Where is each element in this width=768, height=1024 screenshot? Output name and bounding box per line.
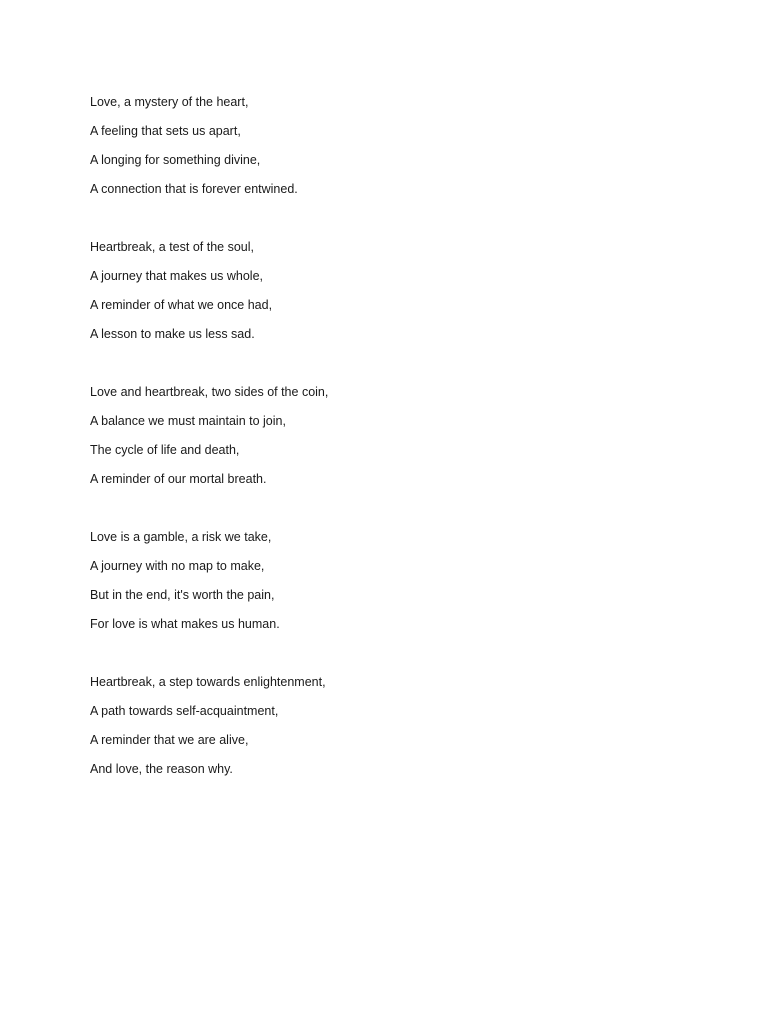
poem-line: Heartbreak, a test of the soul, (90, 240, 254, 254)
poem-line: A reminder that we are alive, (90, 733, 249, 747)
poem-line: A lesson to make us less sad. (90, 327, 255, 341)
stanza-5 (90, 668, 690, 784)
poem-line: But in the end, it's worth the pain, (90, 588, 275, 602)
stanza-1 (90, 88, 690, 204)
poem-line: A path towards self-acquaintment, (90, 704, 279, 718)
poem-line: A journey that makes us whole, (90, 269, 264, 283)
stanza-4 (90, 523, 690, 639)
poem-line: Love is a gamble, a risk we take, (90, 530, 272, 544)
poem-line: A connection that is forever entwined. (90, 182, 298, 196)
stanza-2 (90, 233, 690, 349)
poem-line: For love is what makes us human. (90, 617, 280, 631)
poem-line: And love, the reason why. (90, 762, 233, 776)
poem-line: Love and heartbreak, two sides of the coin, (90, 385, 329, 399)
poem-line: A feeling that sets us apart, (90, 124, 241, 138)
poem-line: A reminder of what we once had, (90, 298, 273, 312)
poem-line: Heartbreak, a step towards enlightenment, (90, 675, 326, 689)
stanza-3 (90, 378, 690, 494)
poem-line: A reminder of our mortal breath. (90, 472, 267, 486)
poem-body (90, 88, 690, 813)
poem-line: A balance we must maintain to join, (90, 414, 286, 428)
poem-line: Love, a mystery of the heart, (90, 95, 249, 109)
poem-line: The cycle of life and death, (90, 443, 240, 457)
poem-line: A longing for something divine, (90, 153, 261, 167)
poem-line: A journey with no map to make, (90, 559, 265, 573)
